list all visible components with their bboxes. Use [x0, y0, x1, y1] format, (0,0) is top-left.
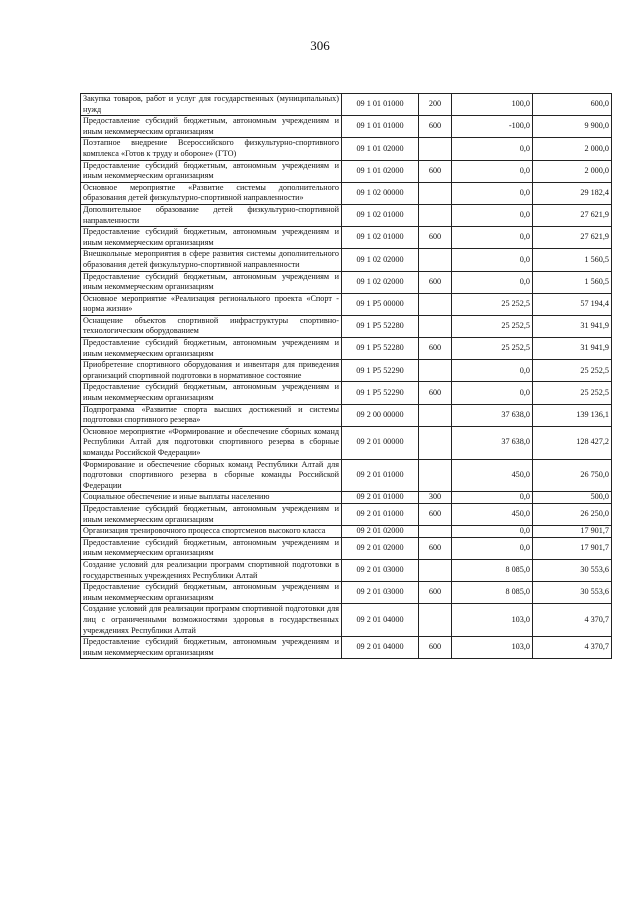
row-change-amount: 100,0 — [452, 94, 533, 116]
table-row — [81, 360, 612, 382]
row-total-amount: 500,0 — [533, 492, 612, 504]
row-change-amount: 8 085,0 — [452, 582, 533, 604]
row-change-amount: 103,0 — [452, 604, 533, 637]
row-expense-type — [419, 204, 452, 226]
row-total-amount: 4 370,7 — [533, 604, 612, 637]
row-change-amount: -100,0 — [452, 116, 533, 138]
table-row — [81, 604, 612, 637]
row-total-amount: 600,0 — [533, 94, 612, 116]
table-row — [81, 537, 612, 559]
row-expense-type — [419, 426, 452, 459]
row-change-amount: 0,0 — [452, 138, 533, 160]
table-row — [81, 94, 612, 116]
row-total-amount: 2 000,0 — [533, 138, 612, 160]
row-name: Приобретение спортивного оборудования и инвентаря для приведения организаций спортивной подготовки в нормативное состояние — [81, 360, 342, 382]
row-name: Основное мероприятие «Развитие системы дополнительного образования детей физкультурно-спортивной направленности» — [81, 182, 342, 204]
row-total-amount: 29 182,4 — [533, 182, 612, 204]
row-code: 09 2 00 00000 — [342, 404, 419, 426]
row-expense-type: 600 — [419, 582, 452, 604]
row-code: 09 1 02 01000 — [342, 204, 419, 226]
row-code: 09 1 02 02000 — [342, 271, 419, 293]
row-code: 09 1 01 01000 — [342, 94, 419, 116]
row-code: 09 1 01 01000 — [342, 116, 419, 138]
row-expense-type — [419, 182, 452, 204]
table-row — [81, 116, 612, 138]
row-code: 09 2 01 01000 — [342, 503, 419, 525]
row-total-amount: 17 901,7 — [533, 526, 612, 538]
row-expense-type: 200 — [419, 94, 452, 116]
row-name: Предоставление субсидий бюджетным, автономным учреждениям и иным некоммерческим организациям — [81, 637, 342, 659]
row-total-amount: 17 901,7 — [533, 537, 612, 559]
row-change-amount: 0,0 — [452, 271, 533, 293]
row-expense-type: 300 — [419, 492, 452, 504]
row-change-amount: 25 252,5 — [452, 315, 533, 337]
row-total-amount: 25 252,5 — [533, 360, 612, 382]
row-total-amount: 2 000,0 — [533, 160, 612, 182]
row-expense-type: 600 — [419, 338, 452, 360]
budget-table — [80, 93, 612, 659]
table-row — [81, 204, 612, 226]
row-code: 09 2 01 01000 — [342, 492, 419, 504]
row-name: Внешкольные мероприятия в сфере развития системы дополнительного образования детей физкультурно-спортивной направленности — [81, 249, 342, 271]
row-name: Предоставление субсидий бюджетным, автономным учреждениям и иным некоммерческим организациям — [81, 160, 342, 182]
row-total-amount: 9 900,0 — [533, 116, 612, 138]
table-row — [81, 227, 612, 249]
row-code: 09 2 01 00000 — [342, 426, 419, 459]
row-expense-type: 600 — [419, 227, 452, 249]
row-change-amount: 0,0 — [452, 227, 533, 249]
row-expense-type — [419, 459, 452, 492]
budget-table-body — [81, 94, 612, 659]
row-name: Предоставление субсидий бюджетным, автономным учреждениям и иным некоммерческим организациям — [81, 582, 342, 604]
row-change-amount: 0,0 — [452, 492, 533, 504]
row-total-amount: 26 250,0 — [533, 503, 612, 525]
row-name: Создание условий для реализации программ спортивной подготовки в государственных учреждениях Республики Алтай — [81, 559, 342, 581]
row-change-amount: 8 085,0 — [452, 559, 533, 581]
table-row — [81, 338, 612, 360]
row-expense-type: 600 — [419, 160, 452, 182]
row-code: 09 1 P5 52280 — [342, 338, 419, 360]
row-total-amount: 31 941,9 — [533, 315, 612, 337]
row-name: Основное мероприятие «Формирование и обеспечение сборных команд Республики Алтай для подготовки спортивного резерва в сборные команды Российской Федерации» — [81, 426, 342, 459]
row-change-amount: 450,0 — [452, 503, 533, 525]
row-total-amount: 25 252,5 — [533, 382, 612, 404]
row-name: Предоставление субсидий бюджетным, автономным учреждениям и иным некоммерческим организациям — [81, 227, 342, 249]
row-code: 09 2 01 02000 — [342, 537, 419, 559]
row-total-amount: 1 560,5 — [533, 271, 612, 293]
row-expense-type: 600 — [419, 503, 452, 525]
row-code: 09 1 P5 00000 — [342, 293, 419, 315]
row-name: Предоставление субсидий бюджетным, автономным учреждениям и иным некоммерческим организациям — [81, 382, 342, 404]
row-expense-type: 600 — [419, 116, 452, 138]
page-number: 306 — [310, 38, 330, 53]
row-change-amount: 0,0 — [452, 526, 533, 538]
row-change-amount: 25 252,5 — [452, 293, 533, 315]
row-change-amount: 0,0 — [452, 182, 533, 204]
row-total-amount: 27 621,9 — [533, 204, 612, 226]
row-change-amount: 37 638,0 — [452, 404, 533, 426]
table-row — [81, 426, 612, 459]
row-name: Предоставление субсидий бюджетным, автономным учреждениям и иным некоммерческим организациям — [81, 338, 342, 360]
row-expense-type — [419, 526, 452, 538]
row-change-amount: 450,0 — [452, 459, 533, 492]
row-code: 09 1 P5 52280 — [342, 315, 419, 337]
row-code: 09 1 02 01000 — [342, 227, 419, 249]
table-row — [81, 271, 612, 293]
table-row — [81, 382, 612, 404]
table-row — [81, 492, 612, 504]
row-name: Закупка товаров, работ и услуг для государственных (муниципальных) нужд — [81, 94, 342, 116]
row-code: 09 2 01 03000 — [342, 582, 419, 604]
row-total-amount: 57 194,4 — [533, 293, 612, 315]
row-name: Предоставление субсидий бюджетным, автономным учреждениям и иным некоммерческим организациям — [81, 271, 342, 293]
row-name: Поэтапное внедрение Всероссийского физкультурно-спортивного комплекса «Готов к труду и обороне» (ГТО) — [81, 138, 342, 160]
table-row — [81, 559, 612, 581]
row-name: Формирование и обеспечение сборных команд Республики Алтай для подготовки спортивного резерва в сборные команды Российской Федерации — [81, 459, 342, 492]
row-name: Предоставление субсидий бюджетным, автономным учреждениям и иным некоммерческим организациям — [81, 116, 342, 138]
table-row — [81, 526, 612, 538]
row-name: Предоставление субсидий бюджетным, автономным учреждениям и иным некоммерческим организациям — [81, 503, 342, 525]
row-total-amount: 30 553,6 — [533, 582, 612, 604]
table-row — [81, 293, 612, 315]
row-code: 09 2 01 04000 — [342, 637, 419, 659]
row-total-amount: 1 560,5 — [533, 249, 612, 271]
row-total-amount: 4 370,7 — [533, 637, 612, 659]
row-name: Дополнительное образование детей физкультурно-спортивной направленности — [81, 204, 342, 226]
row-name: Организация тренировочного процесса спортсменов высокого класса — [81, 526, 342, 538]
row-total-amount: 27 621,9 — [533, 227, 612, 249]
row-name: Подпрограмма «Развитие спорта высших достижений и системы подготовки спортивного резерва» — [81, 404, 342, 426]
table-row — [81, 582, 612, 604]
row-code: 09 2 01 04000 — [342, 604, 419, 637]
table-row — [81, 459, 612, 492]
row-change-amount: 0,0 — [452, 382, 533, 404]
row-name: Основное мероприятие «Реализация регионального проекта «Спорт - норма жизни» — [81, 293, 342, 315]
table-row — [81, 315, 612, 337]
row-code: 09 2 01 02000 — [342, 526, 419, 538]
row-expense-type: 600 — [419, 382, 452, 404]
row-change-amount: 0,0 — [452, 360, 533, 382]
table-row — [81, 249, 612, 271]
row-expense-type: 600 — [419, 271, 452, 293]
row-code: 09 1 P5 52290 — [342, 382, 419, 404]
table-row — [81, 503, 612, 525]
table-row — [81, 404, 612, 426]
row-expense-type: 600 — [419, 637, 452, 659]
table-row — [81, 182, 612, 204]
row-total-amount: 139 136,1 — [533, 404, 612, 426]
row-change-amount: 0,0 — [452, 249, 533, 271]
row-expense-type — [419, 249, 452, 271]
row-total-amount: 128 427,2 — [533, 426, 612, 459]
row-change-amount: 37 638,0 — [452, 426, 533, 459]
row-change-amount: 0,0 — [452, 160, 533, 182]
row-change-amount: 25 252,5 — [452, 338, 533, 360]
row-name: Предоставление субсидий бюджетным, автономным учреждениям и иным некоммерческим организациям — [81, 537, 342, 559]
table-row — [81, 637, 612, 659]
row-code: 09 1 01 02000 — [342, 160, 419, 182]
row-total-amount: 26 750,0 — [533, 459, 612, 492]
row-change-amount: 0,0 — [452, 204, 533, 226]
row-code: 09 1 P5 52290 — [342, 360, 419, 382]
row-change-amount: 0,0 — [452, 537, 533, 559]
row-code: 09 1 01 02000 — [342, 138, 419, 160]
row-code: 09 1 02 00000 — [342, 182, 419, 204]
row-name: Социальное обеспечение и иные выплаты населению — [81, 492, 342, 504]
row-code: 09 1 02 02000 — [342, 249, 419, 271]
row-name: Оснащение объектов спортивной инфраструктуры спортивно-технологическим оборудованием — [81, 315, 342, 337]
row-expense-type — [419, 138, 452, 160]
row-expense-type — [419, 293, 452, 315]
row-change-amount: 103,0 — [452, 637, 533, 659]
row-expense-type — [419, 404, 452, 426]
row-name: Создание условий для реализации программ спортивной подготовки для лиц с ограниченными возможностями здоровья в государственных учреждениях Республики Алтай — [81, 604, 342, 637]
table-row — [81, 138, 612, 160]
row-expense-type — [419, 360, 452, 382]
row-expense-type: 600 — [419, 537, 452, 559]
row-expense-type — [419, 559, 452, 581]
row-expense-type — [419, 604, 452, 637]
row-expense-type — [419, 315, 452, 337]
row-code: 09 2 01 03000 — [342, 559, 419, 581]
row-total-amount: 31 941,9 — [533, 338, 612, 360]
row-code: 09 2 01 01000 — [342, 459, 419, 492]
table-row — [81, 160, 612, 182]
row-total-amount: 30 553,6 — [533, 559, 612, 581]
